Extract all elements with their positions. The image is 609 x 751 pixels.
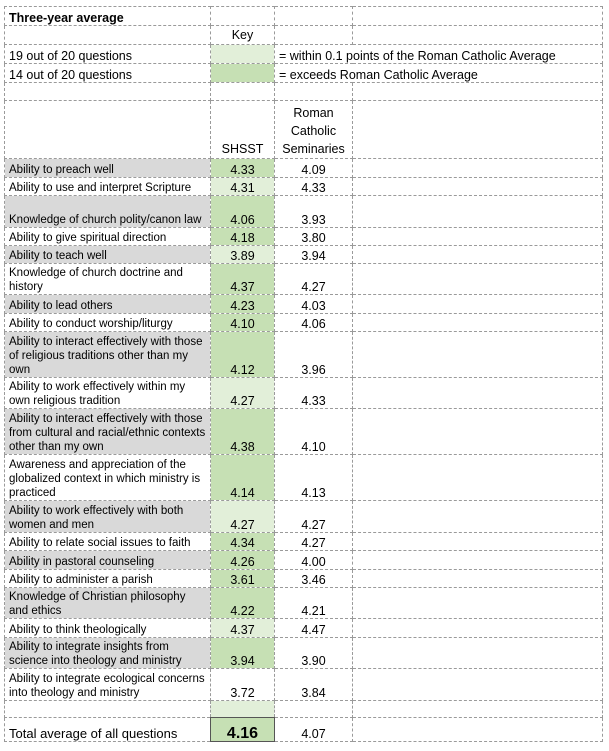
shsst-value: 4.27: [211, 378, 275, 409]
legend-swatch-dark: [211, 64, 275, 83]
table-row: [5, 588, 603, 619]
shsst-value: 3.89: [211, 246, 275, 264]
shsst-value: 3.72: [211, 669, 275, 701]
key-label: Key: [211, 26, 275, 45]
rc-value: 4.27: [275, 533, 353, 551]
shsst-value: 4.10: [211, 314, 275, 332]
legend-desc-1: = within 0.1 points of the Roman Catholic Average: [275, 45, 603, 64]
rc-value: 3.80: [275, 228, 353, 246]
table-row: [5, 501, 603, 533]
row-label: Awareness and appreciation of the globalized context in which ministry is practiced: [5, 455, 211, 501]
table-row: [5, 619, 603, 638]
header-roman-catholic: Roman Catholic Seminaries: [275, 101, 353, 159]
rc-value: 3.96: [275, 332, 353, 378]
header-shsst: SHSST: [211, 101, 275, 159]
rc-value: 3.90: [275, 638, 353, 669]
total-row: [5, 718, 603, 742]
table-row: [5, 638, 603, 669]
rc-value: 4.27: [275, 501, 353, 533]
rc-value: 4.10: [275, 409, 353, 455]
table-row: [5, 295, 603, 314]
table-row: [5, 196, 603, 228]
row-label: Ability to use and interpret Scripture: [5, 178, 211, 196]
row-label: Ability to teach well: [5, 246, 211, 264]
shsst-value: 4.22: [211, 588, 275, 619]
rc-value: 4.13: [275, 455, 353, 501]
table-row: [5, 378, 603, 409]
table-row: [5, 409, 603, 455]
rc-value: 4.03: [275, 295, 353, 314]
rc-value: 4.21: [275, 588, 353, 619]
row-label: Ability in pastoral counseling: [5, 551, 211, 570]
table-row: [5, 455, 603, 501]
shsst-value: 4.06: [211, 196, 275, 228]
rc-value: 4.47: [275, 619, 353, 638]
shsst-value: 3.61: [211, 570, 275, 588]
table-row: [5, 228, 603, 246]
rc-value: 4.27: [275, 264, 353, 295]
row-label: Ability to interact effectively with those from cultural and racial/ethnic contexts other than my own: [5, 409, 211, 455]
table-row: [5, 178, 603, 196]
rc-value: 4.06: [275, 314, 353, 332]
table-row: [5, 332, 603, 378]
total-shsst: 4.16: [211, 718, 275, 742]
shsst-value: 4.34: [211, 533, 275, 551]
table-row: [5, 669, 603, 701]
rc-value: 4.33: [275, 178, 353, 196]
legend-count-1: 19 out of 20 questions: [5, 45, 211, 64]
shsst-value: 4.14: [211, 455, 275, 501]
shsst-value: 4.37: [211, 264, 275, 295]
shsst-value: 4.26: [211, 551, 275, 570]
shsst-value: 4.27: [211, 501, 275, 533]
rc-value: 3.46: [275, 570, 353, 588]
row-label: Ability to lead others: [5, 295, 211, 314]
shsst-value: 4.12: [211, 332, 275, 378]
row-label: Ability to integrate insights from science into theology and ministry: [5, 638, 211, 669]
total-label: Total average of all questions: [5, 718, 211, 742]
shsst-value: 4.33: [211, 159, 275, 178]
row-label: Knowledge of Christian philosophy and ethics: [5, 588, 211, 619]
survey-table: [4, 6, 603, 742]
table-row: [5, 570, 603, 588]
row-label: Ability to think theologically: [5, 619, 211, 638]
row-label: Ability to conduct worship/liturgy: [5, 314, 211, 332]
rc-value: 4.09: [275, 159, 353, 178]
table-row: [5, 264, 603, 295]
row-label: Ability to preach well: [5, 159, 211, 178]
rc-value: 4.00: [275, 551, 353, 570]
row-label: Ability to integrate ecological concerns into theology and ministry: [5, 669, 211, 701]
shsst-value: 4.31: [211, 178, 275, 196]
shsst-value: 4.38: [211, 409, 275, 455]
legend-desc-2: = exceeds Roman Catholic Average: [275, 64, 603, 83]
row-label: Ability to work effectively within my own religious tradition: [5, 378, 211, 409]
table-row: [5, 159, 603, 178]
legend-swatch-light: [211, 45, 275, 64]
rc-value: 4.33: [275, 378, 353, 409]
table-row: [5, 246, 603, 264]
rc-value: 3.93: [275, 196, 353, 228]
shsst-value: 4.23: [211, 295, 275, 314]
row-label: Ability to administer a parish: [5, 570, 211, 588]
table-title: Three-year average: [5, 7, 211, 26]
row-label: Ability to relate social issues to faith: [5, 533, 211, 551]
row-label: Knowledge of church polity/canon law: [5, 196, 211, 228]
row-label: Knowledge of church doctrine and history: [5, 264, 211, 295]
table-row: [5, 314, 603, 332]
shsst-value: 3.94: [211, 638, 275, 669]
shsst-value: 4.18: [211, 228, 275, 246]
row-label: Ability to work effectively with both women and men: [5, 501, 211, 533]
row-label: Ability to interact effectively with those of religious traditions other than my own: [5, 332, 211, 378]
rc-value: 3.84: [275, 669, 353, 701]
row-label: Ability to give spiritual direction: [5, 228, 211, 246]
table-row: [5, 533, 603, 551]
legend-count-2: 14 out of 20 questions: [5, 64, 211, 83]
total-rc: 4.07: [275, 718, 353, 742]
table-row: [5, 551, 603, 570]
rc-value: 3.94: [275, 246, 353, 264]
shsst-value: 4.37: [211, 619, 275, 638]
